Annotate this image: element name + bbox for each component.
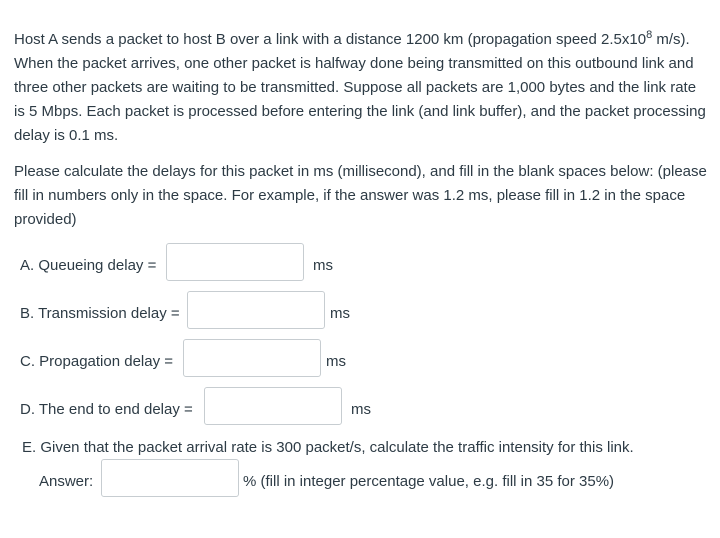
- propagation-delay-input[interactable]: [183, 339, 321, 377]
- queueing-delay-unit: ms: [313, 257, 333, 274]
- problem-statement: [14, 28, 708, 148]
- problem-statement-post: m/s). When the packet arrives, one other packet is halfway done being transmitted on this outbound link and three other packets are waiting to be transmitted. Suppose all packets are 1,000 bytes and the link rate is 5 Mbps. Each packet is processed before entering the link (and link buffer), and the packet processing delay is 0.1 ms.: [14, 31, 706, 144]
- answer-label: Answer:: [39, 473, 94, 490]
- instructions: Please calculate the delays for this packet in ms (millisecond), and fill in the blank spaces below: (please fill in numbers only in the space. For example, if the answer was 1.2 ms, please fill in 1.2 in the space provided): [14, 163, 707, 228]
- problem-statement-pre: Host A sends a packet to host B over a link with a distance 1200 km (propagation speed 2.5x10: [14, 31, 647, 48]
- queueing-delay-label: A. Queueing delay =: [20, 257, 157, 274]
- traffic-intensity-question: E. Given that the packet arrival rate is 300 packet/s, calculate the traffic intensity for this link.: [22, 439, 634, 456]
- transmission-delay-label: B. Transmission delay =: [20, 305, 180, 322]
- exponent: 8: [646, 29, 653, 41]
- propagation-delay-unit: ms: [326, 353, 346, 370]
- end-to-end-delay-input[interactable]: [204, 387, 342, 425]
- transmission-delay-unit: ms: [330, 305, 350, 322]
- end-to-end-delay-unit: ms: [351, 401, 371, 418]
- queueing-delay-input[interactable]: [166, 243, 304, 281]
- end-to-end-delay-label: D. The end to end delay =: [20, 401, 193, 418]
- transmission-delay-input[interactable]: [187, 291, 325, 329]
- traffic-intensity-input[interactable]: [101, 459, 239, 497]
- propagation-delay-label: C. Propagation delay =: [20, 353, 174, 370]
- traffic-intensity-unit: % (fill in integer percentage value, e.g. fill in 35 for 35%): [243, 473, 615, 490]
